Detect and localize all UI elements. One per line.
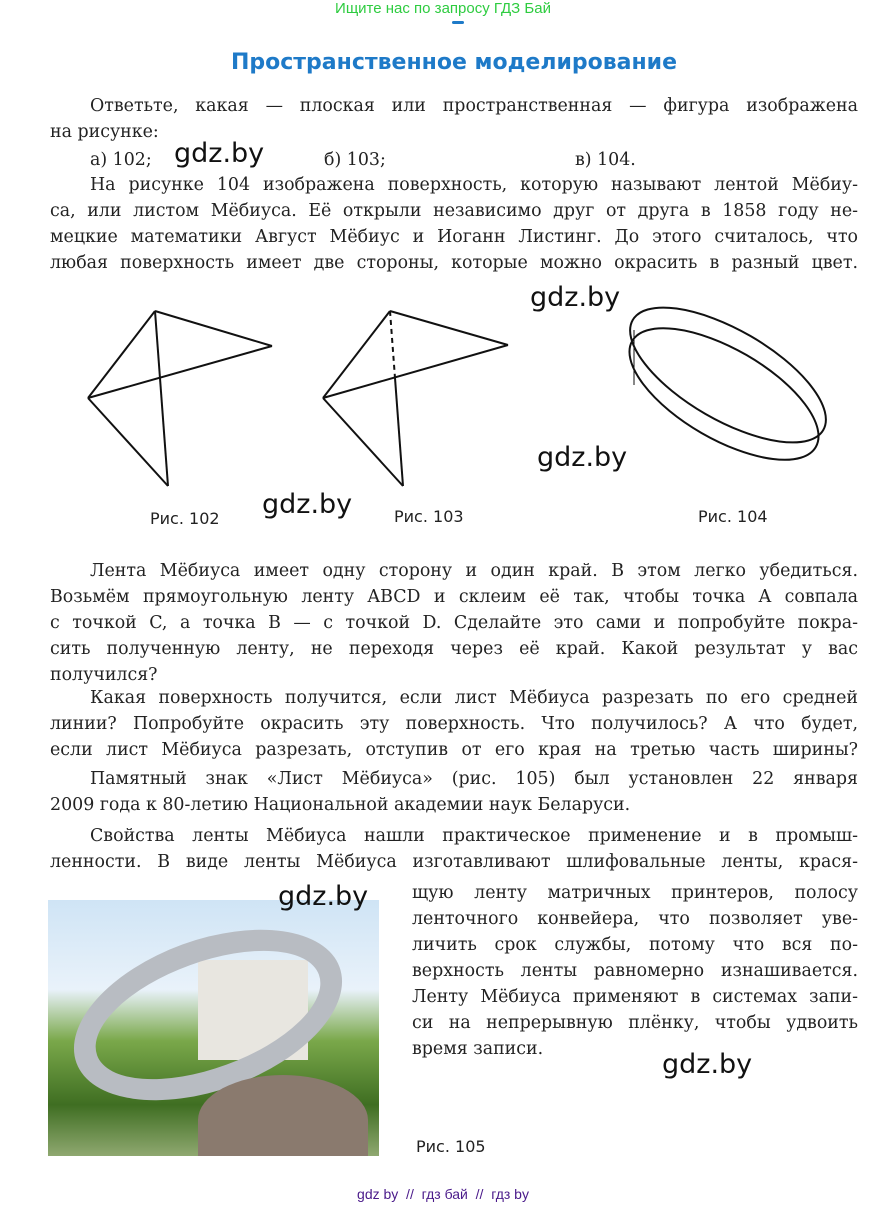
paragraph-line: мецкие математики Август Мёбиус и Иоганн Листинг. До этого считалось, что [50, 227, 858, 247]
page-title: Пространственное моделирование [230, 50, 678, 75]
paragraph-line: Ответьте, какая — плоская или пространственная — фигура изображена [90, 96, 858, 116]
paragraph-line: личить срок службы, потому что вся по- [412, 935, 858, 955]
watermark: gdz.by [530, 282, 621, 313]
option-b: б) 103; [324, 150, 386, 170]
option-a: а) 102; [90, 150, 152, 170]
figure-104-mobius [610, 290, 846, 486]
option-c: в) 104. [575, 150, 636, 170]
footer-links[interactable]: gdz by // гдз бай // гдз by [357, 1186, 529, 1202]
caption-fig-105: Рис. 105 [416, 1137, 486, 1156]
paragraph-line: время записи. [412, 1039, 544, 1059]
paragraph-line: Возьмём прямоугольную ленту ABCD и склеим её так, чтобы точка A совпала [50, 587, 858, 607]
figure-102 [88, 311, 272, 486]
figures [0, 290, 886, 500]
paragraph-line: Ленту Мёбиуса применяют в системах запи- [412, 987, 858, 1007]
paragraph-line: если лист Мёбиуса разрезать, отступив от его края на третью часть ширины? [50, 740, 858, 760]
paragraph-line: Свойства ленты Мёбиуса нашли практическое применение и в промыш- [90, 826, 858, 846]
watermark: gdz.by [262, 489, 353, 520]
paragraph-line: получился? [50, 665, 158, 685]
paragraph-line: верхность ленты равномерно изнашивается. [412, 961, 858, 981]
paragraph-line: Лента Мёбиуса имеет одну сторону и один край. В этом легко убедиться. [90, 561, 858, 581]
paragraph-line: Памятный знак «Лист Мёбиуса» (рис. 105) был установлен 22 января [90, 769, 858, 789]
paragraph-line: 2009 года к 80-летию Национальной академии наук Беларуси. [50, 795, 631, 815]
paragraph-line: щую ленту матричных принтеров, полосу [412, 883, 858, 903]
paragraph-line: ленточного конвейера, что позволяет уве- [412, 909, 858, 929]
watermark: gdz.by [278, 881, 369, 912]
figure-103 [323, 311, 508, 486]
caption-fig-103: Рис. 103 [394, 507, 464, 526]
paragraph-line: на рисунке: [50, 122, 159, 142]
stone-base [198, 1075, 368, 1156]
search-banner[interactable]: Ищите нас по запросу ГДЗ Бай [335, 0, 551, 17]
mobius-monument-photo [48, 900, 379, 1156]
paragraph-line: Какая поверхность получится, если лист Мёбиуса разрезать по его средней [90, 688, 858, 708]
paragraph-line: си на непрерывную плёнку, чтобы удвоить [412, 1013, 858, 1033]
watermark: gdz.by [174, 138, 265, 169]
watermark: gdz.by [662, 1049, 753, 1080]
paragraph-line: любая поверхность имеет две стороны, которые можно окрасить в разный цвет. [50, 253, 858, 273]
caption-fig-102: Рис. 102 [150, 509, 220, 528]
watermark: gdz.by [537, 442, 628, 473]
paragraph-line: са, или листом Мёбиуса. Её открыли независимо друг от друга в 1858 году не- [50, 201, 858, 221]
paragraph-line: с точкой C, а точка B — с точкой D. Сделайте это сами и попробуйте покра- [50, 613, 858, 633]
paragraph-line: сить полученную ленту, не переходя через её край. Какой результат у вас [50, 639, 858, 659]
caption-fig-104: Рис. 104 [698, 507, 768, 526]
paragraph-line: линии? Попробуйте окрасить эту поверхность. Что получилось? А что будет, [50, 714, 858, 734]
paragraph-line: ленности. В виде ленты Мёбиуса изготавливают шлифовальные ленты, крася- [50, 852, 858, 872]
paragraph-line: На рисунке 104 изображена поверхность, которую называют лентой Мёбиу- [90, 175, 858, 195]
banner-underline [452, 21, 464, 24]
